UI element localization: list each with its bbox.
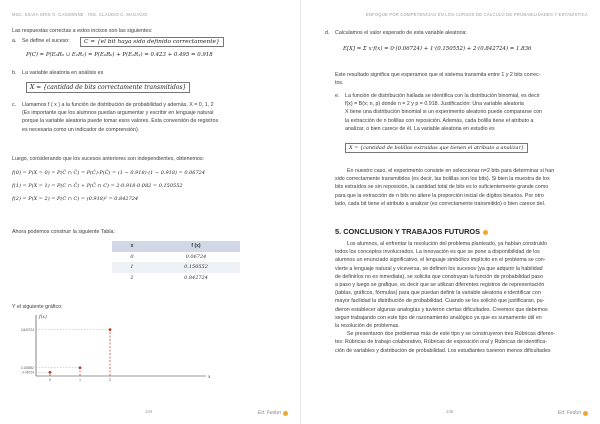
meaning-line: Este resultado significa que esperamos que el sistema transmita entre 1 y 2 bits correc- xyxy=(335,72,541,78)
x-axis-label: x xyxy=(208,375,211,380)
table-header-fx: f (x) xyxy=(152,241,240,252)
conclusion-line: a paso y luego se grafique, es decir que se utilizan diferentes registros de representación xyxy=(335,282,545,289)
independence-text: Luego, considerando que los sucesos anteriores son independientes, obtenemos: xyxy=(12,156,204,162)
item-a-formula-probability: P(C) = P(E₀R₀ ∪ E₁R₁) = P(E₀R₀) + P(E₁R₁) = 0.423 + 0.495 = 0.918 xyxy=(26,52,213,58)
section-heading xyxy=(335,227,488,236)
probability-table xyxy=(112,241,240,283)
conclusion-line: vierte a lenguaje natural y viceversa, se definen los sucesos (ya que adquirir la habilidad xyxy=(335,265,543,272)
conclusion-line: Los alumnos, al enfrentar la resolución del problema planteado, ya habían construido xyxy=(347,241,547,247)
probability-f1: f(1) = P(X = 1) = P(C ∩ C̄) + P(C̄ ∩ C) = 2·0.918·0.082 = 0.150552 xyxy=(12,183,183,189)
expected-value-formula: E[X] = Σ x·f(x) = 0·(0.06724) + 1·(0.150552) + 2·(0.842724) = 1.836 xyxy=(343,46,532,52)
table-row xyxy=(112,262,240,273)
item-b-label: b. xyxy=(12,70,17,76)
item-c-line: Llamamos f ( x ) a la función de distribución de probabilidad y además, X = 0, 1, 2 xyxy=(22,102,214,108)
running-head: ENFOQUE POR COMPETENCIAS EN LOS CURSOS DE CÁLCULO DE PROBABILIDADES Y ESTADÍSTICA xyxy=(365,12,588,17)
table-intro-text: Ahora podemos construir la siguiente Tabla: xyxy=(12,229,115,235)
item-b-formula: X = {cantidad de bits correctamente transmitidos} xyxy=(26,82,190,93)
item-c-line: (Es importante que los alumnos puedan argumentar y escribir en lenguaje natural xyxy=(22,110,214,117)
right-page xyxy=(300,0,600,424)
conclusion-line: de definirlos no es inmediata), se solicita que construyan la función de probabilidad paso xyxy=(335,273,543,280)
y-tick-label: 0.842724 xyxy=(20,327,34,332)
data-point xyxy=(79,366,82,369)
publisher-logo-icon xyxy=(583,411,588,416)
item-e-line: analizar, o bien carece de él. La variable aleatoria en estudio es xyxy=(345,125,495,132)
item-e-line: La función de distribución hallada se identifica con la distribución binomial, es decir xyxy=(345,93,540,99)
table-cell-fx: 0.842724 xyxy=(184,274,208,281)
publisher-name: Ed. Fedun xyxy=(257,410,281,416)
context-line: sido correctamente transmitidos (es decir, las bolillas son los bits). Si bien la muestra de los xyxy=(335,176,550,183)
context-line: lado, cada bit tiene el atributo a analizar (es correctamente transmitido) o bien carece del. xyxy=(335,200,546,207)
item-e-line: X tiene una distribución binomial si un experimento aleatorio puede compararse con xyxy=(345,109,542,116)
conclusion-line: ción de variables y distribución de probabilidad. Los estudiantes tuvieron menos dificultades xyxy=(335,347,551,354)
section-heading-bullet-icon xyxy=(483,230,488,235)
context-line: para que la extracción de n bits no altere la proporción inicial de dígitos binarios. Por otro xyxy=(335,192,544,199)
table-cell-x: 1 xyxy=(112,262,152,273)
item-c-paragraph xyxy=(22,101,292,134)
table-header-x: x xyxy=(112,241,152,252)
context-line: bits extraídos se sin reposición, la cantidad total de bits es lo suficientemente grande como xyxy=(335,184,549,191)
conclusion-line: mayor facilidad la distribución de probabilidad. Cuando se les solicitó que justificaran, pu- xyxy=(335,298,545,305)
meaning-line: tos. xyxy=(335,80,344,87)
y-tick-label: 0.150552 xyxy=(20,366,34,371)
x-tick-label: 2 xyxy=(109,378,111,382)
probability-f0: f(0) = P(X = 0) = P(C̄ ∩ C̄) = P(C̄)·P(C̄) = (1 − 0.918)·(1 − 0.918) = 0.06724 xyxy=(12,170,206,176)
item-e-line: la extracción de n bolillas con reposición. Además, cada bolilla tiene el atributo a xyxy=(345,117,534,124)
context-line: En nuestro caso, el experimento consiste en seleccionar n=2 bits para determinar si han xyxy=(347,168,555,174)
item-d-label: d. xyxy=(325,30,330,36)
item-e-paragraph xyxy=(345,92,595,133)
item-d-text: Calculamos el valor esperado de esta variable aleatoria: xyxy=(335,30,467,36)
section-heading-text: 5. CONCLUSION Y TRABAJOS FUTUROS xyxy=(335,227,481,236)
table-cell-x: 0 xyxy=(130,253,134,260)
y-axis-label: f(x) xyxy=(39,315,47,320)
table-cell-x: 2 xyxy=(130,274,134,281)
context-paragraph xyxy=(335,167,590,208)
conclusion-line: Se presentaron dos problemas más de este tipo y se construyeron tres Rúbricas diferen- xyxy=(347,331,556,338)
item-c-line: es necesaria como un indicador de comprensión). xyxy=(22,126,140,133)
conclusion-line: (tablas, gráficos, fórmulas) para que puedan definir la variable aleatoria e identificar con xyxy=(335,290,541,297)
table-row xyxy=(112,273,240,284)
item-a-text: Se define el suceso: xyxy=(22,38,70,44)
x-tick-label: 1 xyxy=(79,378,81,382)
probability-f2: f(2) = P(X = 2) = P(C ∩ C) = (0.918)² = 0.842724 xyxy=(12,196,139,202)
conclusion-line: seguir trabajando con este tipo de razonamiento analógico ya que es sumamente útil en xyxy=(335,314,542,321)
item-a-formula-definition: C = {el bit haya sido definido correctamente} xyxy=(80,37,224,47)
item-e-formula: X = {cantidad de bolillas extraídas que tienen el atributo a analizar} xyxy=(345,143,528,153)
running-head: MSC. SILVIA GRIS G. CAGIMINNE · ING. CLAUDIO C. MAGAGGI xyxy=(12,12,148,17)
item-e-label: e. xyxy=(335,93,340,99)
y-tick-label: 0.06724 xyxy=(22,370,34,375)
item-c-line: porque la variable aleatoria puede tomar esos valores. Esta conversión de registros xyxy=(22,118,219,125)
conclusion-line: tes: Rúbricas de trabajo colaborativo, Rúbricas de exposición oral y Rúbricas de identifica- xyxy=(335,339,547,346)
conclusion-line: todos los conceptos involucrados. La innovación es que se pone a disponibilidad de los xyxy=(335,249,540,256)
publisher-name: Ed. Fedun xyxy=(557,410,581,416)
publisher-brand xyxy=(258,410,288,416)
item-c-label: c. xyxy=(12,102,17,108)
table-header-row xyxy=(112,241,240,252)
intro-text: Las respuestas correctas a estos incisos son las siguientes: xyxy=(12,28,153,34)
table-cell-fx: 0.150552 xyxy=(152,262,240,273)
x-tick-label: 0 xyxy=(49,378,51,382)
table-cell-fx: 0.06724 xyxy=(185,253,207,260)
page-number: 104 xyxy=(145,409,153,414)
meaning-paragraph xyxy=(335,71,590,87)
page-number: 105 xyxy=(446,409,454,414)
conclusion-paragraph xyxy=(335,240,597,355)
item-b-text: La variable aleatoria en análisis es xyxy=(22,70,104,76)
table-row xyxy=(112,252,240,263)
publisher-brand xyxy=(558,410,588,416)
data-point xyxy=(109,328,112,331)
item-e-line: f(x) = B(x; n, p) donde n = 2 y p = 0.918. Justificación: Una variable aleatoria xyxy=(345,101,524,108)
conclusion-line: dieron establecer algunas analogías y tuvieron ciertas dificultades. Creemos que debemos xyxy=(335,306,548,313)
publisher-logo-icon xyxy=(283,411,288,416)
item-a-label: a. xyxy=(12,38,17,44)
conclusion-line: alumnos un enunciado significativo, el lenguaje simbólico implícito en el problema se con- xyxy=(335,257,546,264)
graph-intro-text: Y el siguiente gráfico: xyxy=(12,304,63,310)
conclusion-line: la resolución de problemas. xyxy=(335,323,400,330)
probability-chart xyxy=(14,314,214,386)
data-point xyxy=(49,371,52,374)
